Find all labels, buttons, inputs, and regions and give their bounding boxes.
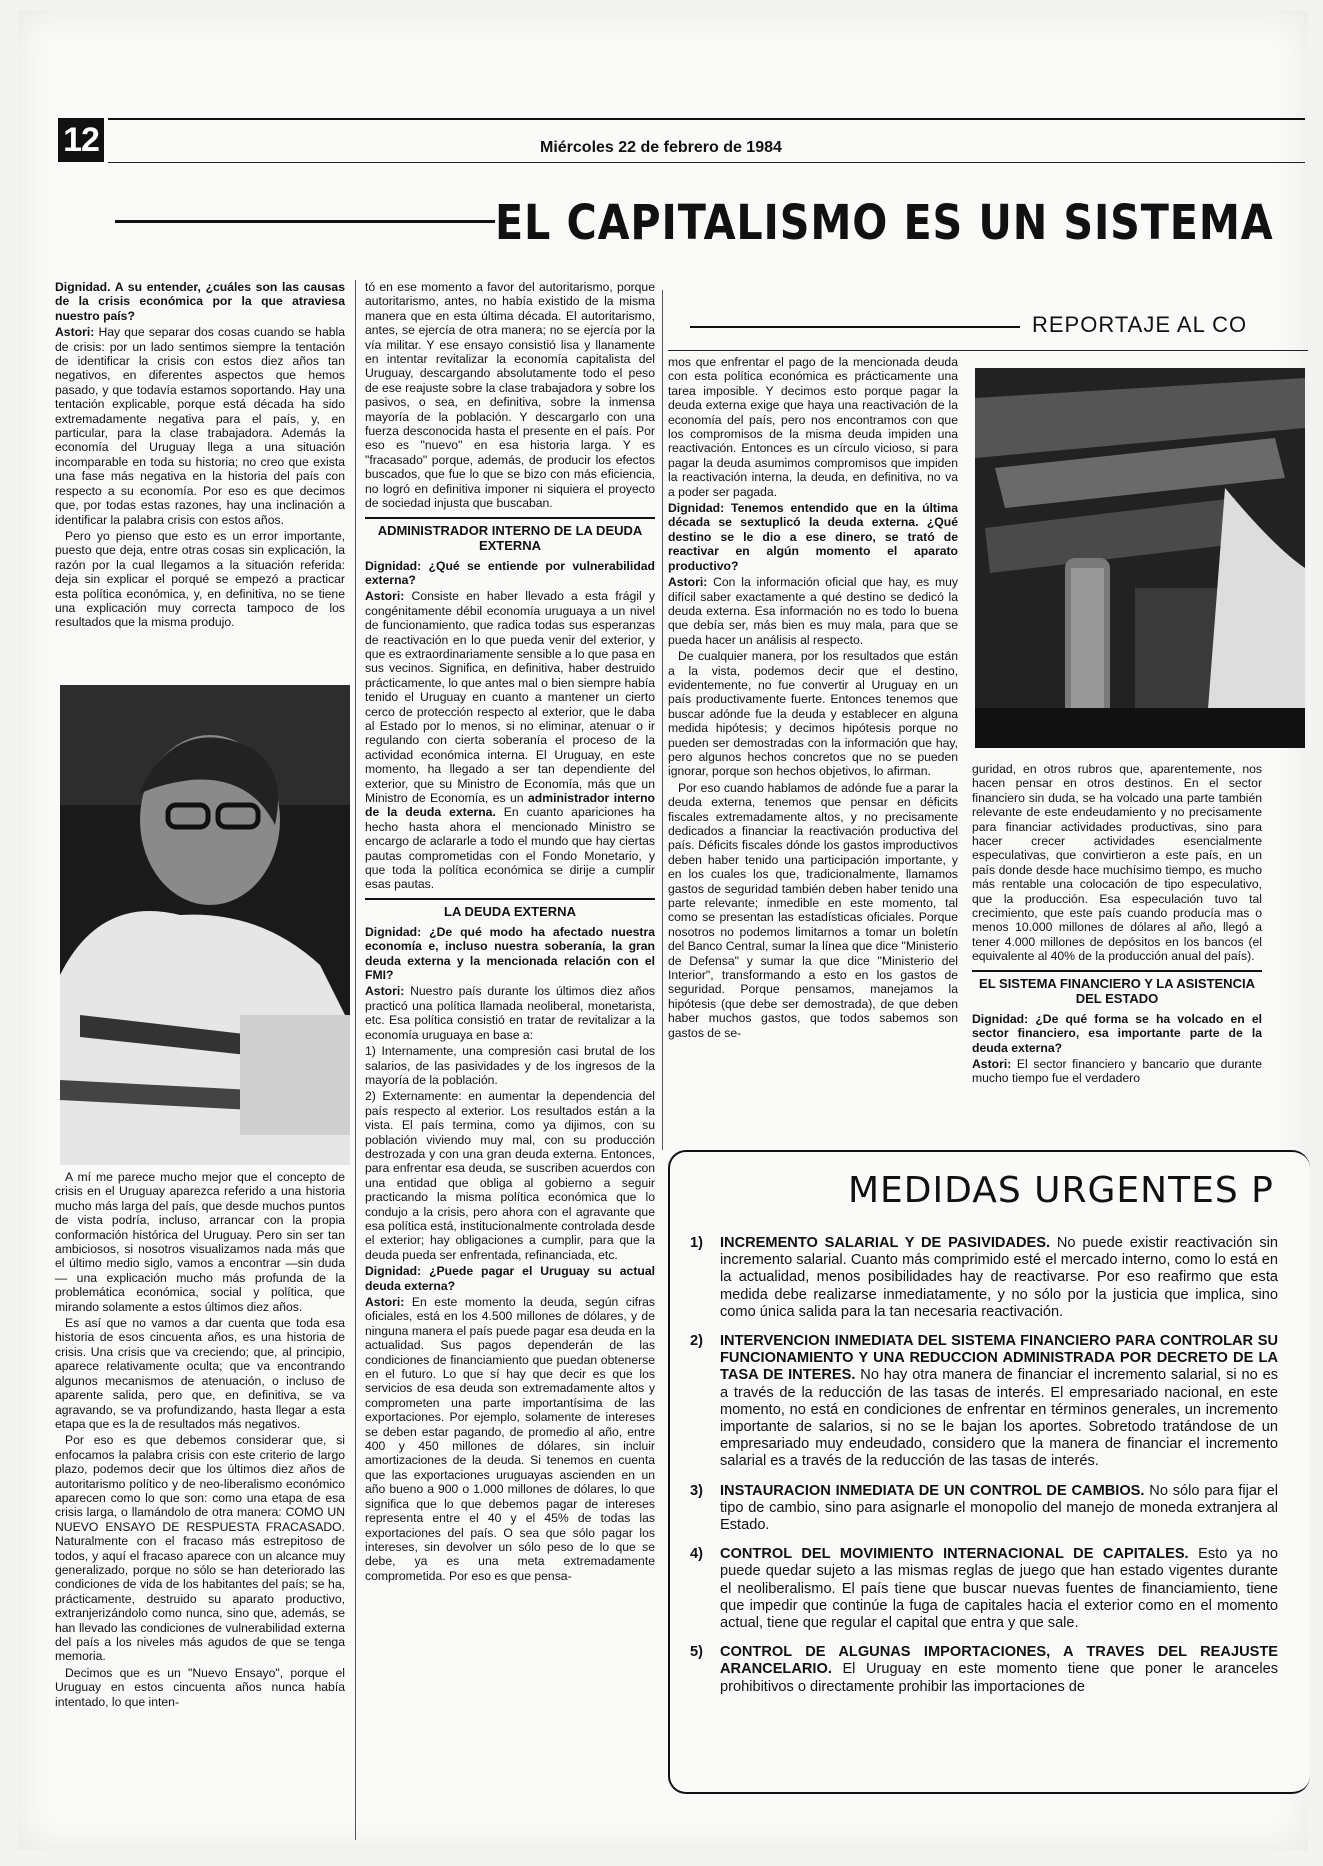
paragraph: Es así que no vamos a dar cuenta que toda esa historia de esos cincuenta años, es una historia de crisis. Una crisis que va creciendo; que, al principio, aparece relativamente oculta; que va encontrando algunos mecanismos de atenuación, o incluso de aparente salida, pero que, en definitiva, se va agravando, se va profundizando, hasta llegar a esta etapa que es la de resultados más negativos. — [55, 1316, 345, 1431]
paragraph: A mí me parece mucho mejor que el concepto de crisis en el Uruguay aparezca referido a una historia mucho más larga del país, que desde muchos puntos de vista podría, incluso, arrancar con la propia conformación histórica del Uruguay. Pero sin ser tan ambiciosos, si nosotros visualizamos nada más que el último medio siglo, vamos a encontrar —sin duda— una explicación mucho más profunda de la problemática económica, social y política, que mirando solamente a estos últimos diez años. — [55, 1170, 345, 1314]
paragraph: Decimos que es un "Nuevo Ensayo", porque el Uruguay en estos cincuenta años nunca había intentado, lo que inten- — [55, 1665, 345, 1709]
question-6: Dignidad: ¿De qué forma se ha volcado en el sector financiero, esa importante parte de la deuda externa? — [972, 1011, 1262, 1055]
question-3: Dignidad: ¿De qué modo ha afectado nuestra economía e, incluso nuestra soberanía, la gran deuda externa y la mencionada relación con el FMI? — [365, 924, 655, 983]
portrait-photo-icon — [60, 685, 350, 1165]
measure-item — [690, 1483, 1278, 1535]
column-divider — [355, 280, 356, 1840]
measures-title: MEDIDAS URGENTES P — [848, 1170, 1274, 1211]
list-item: 1) Internamente, una compresión casi brutal de los salarios, de las pasividades y de los ingresos de la mayoría de la población. — [365, 1044, 655, 1087]
subheading-administrador: ADMINISTRADOR INTERNO DE LA DEUDA EXTERNA — [365, 517, 655, 553]
answer-6 — [972, 1057, 1262, 1086]
answer-5 — [668, 575, 958, 647]
question-2: Dignidad: ¿Qué se entiende por vulnerabilidad externa? — [365, 558, 655, 587]
paragraph: tó en ese momento a favor del autoritarismo, porque autoritarismo, antes, no había existido de la misma manera que en esta última década. El autoritarismo, antes, se ejercía de otra manera; no se ejercía por la vía militar. Y ese ensayo consistió lisa y llanamente en intentar revitalizar la economía capitalista del Uruguay, descargando absolutamente todo el peso de ese reajuste sobre la clase trabajadora y sobre los pasivos, o sea, en definitiva, sobre la inmensa mayoría de la población. Y descargarlo con una fuerza desconocida hasta el presente en el país. Por eso es "nuevo" en esa historia larga. Y es "fracasado" porque, además, de producir los efectos buscados, que fue lo que se bizo con más eficiencia, no logró en definitiva imponer ni siquiera el proyecto de sociedad injusta que buscaban. — [365, 280, 655, 511]
section-tag: REPORTAJE AL CO — [1032, 312, 1248, 337]
headline-rule — [115, 220, 495, 223]
measure-number: 5) — [690, 1644, 703, 1661]
speaker-label: Astori: — [365, 1295, 405, 1309]
subheading-sistema-financiero: EL SISTEMA FINANCIERO Y LA ASISTENCIA DEL ESTADO — [972, 970, 1262, 1006]
column-3 — [668, 355, 958, 1155]
header-rule-lower — [108, 162, 1305, 163]
paragraph: Pero yo pienso que esto es un error importante, puesto que deja, entre otras cosas sin explicación, la razón por la cual llegamos a la situación referida: deja sin explicar el porqué se empezó a practicar esta política económica, y, en definitiva, no se tiene una explicación muy correcta tampoco de los resultados que la misma produjo. — [55, 528, 345, 630]
answer-2 — [365, 589, 655, 892]
measure-item — [690, 1644, 1278, 1696]
answer-5-text: Con la información oficial que hay, es muy difícil saber exactamente a qué destino se dedicó la deuda externa. Esa información no es todo lo buena que debía ser, más bien es muy mala, para que se pueda hacer un análisis al respecto. — [668, 575, 958, 647]
subheading-deuda-externa: LA DEUDA EXTERNA — [365, 898, 655, 919]
measure-item — [690, 1546, 1278, 1632]
issue-date: Miércoles 22 de febrero de 1984 — [540, 139, 782, 156]
column-2 — [365, 280, 655, 1840]
measure-text: No sólo para fijar el tipo de cambio, sino para asignarle el monopolio del manejo de moneda extranjera al Estado. — [720, 1482, 1279, 1534]
measure-text: No hay otra manera de financiar el incremento salarial, si no es a través de la reducción de las tasas de interés. El empresariado nacional, en este momento, no está en condiciones de enfrentar en términos generales, un incremento importante de salarios, si no se le bajan los aportes. Sobretodo tratándose de un empresariado muy endeudado, considero que la manera de financiar el incremento salarial es a través de la reducción de las tasas de interés. — [720, 1367, 1278, 1470]
measure-text: El Uruguay en este momento tiene que poner le aranceles prohibitivos o directamente prohibir las importaciones de — [720, 1661, 1278, 1695]
page-number: 12 — [58, 118, 104, 162]
answer-3-text: Nuestro país durante los últimos diez años practicó una política llamada neoliberal, monetarista, etc. Esa política consistió en tratar de revitalizar a la economía uruguaya en base a: — [365, 984, 655, 1042]
section-tag-rule — [690, 326, 1020, 328]
column-1-top — [55, 280, 345, 680]
paragraph: De cualquier manera, por los resultados que están a la vista, podemos decir que el destino, evidentemente, no fue convertir al Uruguay en un país productivamente fuerte. Entonces tenemos que buscar adónde fue la deuda y establecer en alguna medida hipótesis; y decimos hipótesis porque no pueden ser demostradas con la información que hay, pero algunos hechos concretos que no se pueden ignorar, porque son hechos objetivos, lo afirman. — [668, 649, 958, 779]
speaker-label: Astori: — [668, 575, 708, 590]
paragraph: Por eso cuando hablamos de adónde fue a parar la deuda externa, tenemos que pensar en déficits fiscales extremadamente altos, y no precisamente dedicados a financiar la reactivación productiva del país. Déficits fiscales dónde los gastos improductivos deben haber tenido una participación importante, y en los cuales los que, tradicionalmente, llamamos gastos de seguridad también deben haber tenido una parte relevante; inmedible en este momento, tal como se presentan las estadísticas oficiales. Porque nosotros no podemos limitarnos a tomar un boletín del Banco Central, sumar la línea que dice "Ministerio de Defensa" y sumar la que dice "Ministerio del Interior", transformando a esto en los gastos de seguridad. Porque pensamos, manejamos la hipótesis (que debe ser demostrada), de que deben haber muchos gastos, que todos sabemos son gastos de se- — [668, 780, 958, 1040]
answer-3 — [365, 984, 655, 1042]
column-1-bottom — [55, 1170, 345, 1840]
speaker-label: Astori: — [365, 984, 405, 999]
paragraph: guridad, en otros rubros que, aparentemente, nos hacen pensar en otros destinos. En el sector financiero sin duda, se ha volcado una parte también relevante de este endeudamiento y no precisamente para financiar actividades productivas, sino para hacer crecer actividades esencialmente especulativas, que convirtieron a este país, en un país donde desde hace muchísimo tiempo, es mucho más rentable una colocación de tipo especulativo, que la producción. Esa especulación tuvo tal crecimiento, que este país cuando producía mas o menos 10.000 millones de dólares al año, llegó a tener 4.000 millones de depósitos en los bancos (el equivalente al 40% de la producción anual del país). — [972, 762, 1262, 964]
question-1: Dignidad. A su entender, ¿cuáles son las causas de la crisis económica por la que atraviesa nuestro país? — [55, 280, 345, 323]
measure-item — [690, 1333, 1278, 1471]
measure-number: 3) — [690, 1482, 703, 1499]
measure-number: 4) — [690, 1546, 703, 1563]
speaker-label: Astori: — [972, 1056, 1012, 1071]
column-divider — [662, 290, 663, 1150]
column-4 — [972, 762, 1262, 1162]
measure-item — [690, 1235, 1278, 1321]
header-rule — [108, 118, 1305, 120]
answer-1 — [55, 325, 345, 527]
answer-1-text: Hay que separar dos cosas cuando se habla de crisis: por un lado sentimos siempre la tentación de identificar la crisis con estos diez años tan negativos, en diferentes aspectos que hemos pasado, y que todavía estamos soportando. Hay una tentación explicable, porque está década ha sido extremadamente negativa para el país, y, en particular, para la clase trabajadora. Además la economía del Uruguay llega a una situación incomparable en toda su historia; no creo que exista una fase más negativa en la historia del país con respecto a su economía. Por eso es que decimos que, por todas estas razones, hay una inclinación a identificar la palabra crisis con estos años. — [55, 325, 345, 527]
measure-heading: INCREMENTO SALARIAL Y DE PASIVIDADES. — [720, 1235, 1051, 1251]
measure-number: 2) — [690, 1333, 703, 1350]
measure-heading: CONTROL DEL MOVIMIENTO INTERNACIONAL DE CAPITALES. — [720, 1546, 1189, 1563]
answer-2-emphasis: administrador interno de la deuda externa. — [365, 791, 655, 820]
answer-2-end: En cuanto apariciones ha hecho hasta ahora el mencionado Ministro se encargo de aclararle a todo el mundo que hay ciertas pautas comprometidas con el Fondo Monetario, y que toda la política económica se dirije a cumplir esas pautas. — [365, 805, 655, 892]
paragraph: mos que enfrentar el pago de la mencionada deuda con esta política económica es prácticamente una tarea imposible. Y decimos esto porque pagar la deuda externa exige que haya una reactivación de la economía del país, pero nos encontramos con que los compromisos de la misma deuda impiden una reactivación. Entonces es un círculo vicioso, si para pagar la deuda asumimos compromisos que impiden la reactivación interna, la deuda, en definitiva, no va a poder ser pagada. — [668, 355, 958, 499]
measure-number: 1) — [690, 1235, 703, 1251]
machinery-photo-icon — [975, 368, 1305, 748]
answer-4-text: En este momento la deuda, según cifras oficiales, está en los 4.500 millones de dólares, y de ninguna manera el país puede pagar esa deuda en la actualidad. Sus pagos dependerán de las condiciones de financiamiento que puedan obtenerse en el futuro. Lo que sí hay que decir es que los servicios de esa deuda son extremadamente altos y comprometen una parte importantísima de las exportaciones. Por ejemplo, solamente de intereses se deben estar pagando, de promedio al año, entre 400 y 450 millones de dólares, sin incluir amortizaciones de la deuda. Si tenemos en cuenta que las exportaciones uruguayas ascienden en un año bueno a 900 o 1.000 millones de dólares, lo que significa que lo que debemos pagar de intereses representa entre el 40 y el 45% de todas las exportaciones del país. O sea que sólo pagar los intereses, sin devolver un sólo peso de lo que se debe, ya es una meta extremadamente comprometida. Por eso es que pensa- — [365, 1295, 655, 1583]
answer-2-text: Consiste en haber llevado a esta frágil y congénitamente débil economía uruguaya a un nivel de funcionamiento, que radica todas sus esperanzas de reactivación en lo que pueda venir del exterior, y que es extraordinariamente sensible a lo que pasa en sus vecinos. Significa, en definitiva, haber destruido prácticamente, lo que antes mal o bien siempre había tenido el Uruguay en cuanto a mantener un cierto cerco de protección respecto al exterior, que le daba al Estado por lo menos, si no eliminar, atenuar o ir regulando con cierta soberanía el proceso de la actividad económica interna. El Uruguay, en este momento, ha llegado a ser tan dependiente del exterior, que su Ministro de Economía, más que un Ministro de Economía, es un — [365, 589, 655, 805]
measure-text: Esto ya no puede quedar sujeto a las mismas reglas de juego que han estado vigentes durante el neoliberalismo. El país tiene que buscar nuevas fuentes de financiamiento, tiene que impedir que continúe la fuga de capitales hacia el exterior como en el momento actual, tiene que regular el capital que entra y que sale. — [720, 1546, 1278, 1632]
measure-text: No puede existir reactivación sin incremento salarial. Cuanto más comprimido esté el mercado interno, como lo está en la actualidad, menos posibilidades hay de reactivarse. Por eso reafirmo que esta medida debe realizarse inmediatamente, y no sólo por la justicia que implica, sino como única salida para la tan necesaria reactivación. — [720, 1235, 1278, 1320]
question-4: Dignidad: ¿Puede pagar el Uruguay su actual deuda externa? — [365, 1264, 655, 1293]
speaker-label: Astori: — [55, 325, 95, 340]
answer-6-text: El sector financiero y bancario que durante mucho tiempo fue el verdadero — [972, 1056, 1262, 1086]
measures-list — [690, 1235, 1278, 1708]
answer-4 — [365, 1295, 655, 1583]
speaker-label: Astori: — [365, 589, 405, 604]
paragraph: Por eso es que debemos considerar que, si enfocamos la palabra crisis con este criterio de largo plazo, podemos decir que los últimos diez años de autoritarismo político y de neo-liberalismo económico aparecen como lo que son: como una etapa de esa crisis larga, o llamándolo de otra manera: COMO UN NUEVO ENSAYO DE RESPUESTA FRACASADO. Naturalmente con el fracaso más estrepitoso de todos, y aquí el fracaso aparece con un alcance muy generalizado, porque no sólo se han deteriorado las condiciones de vida de los habitantes del país; se ha, prácticamente, destruido su aparato productivo, extranjerizándolo como nunca, sino que, además, se han llevado las condiciones de vulnerabilidad externa del país a los niveles más agudos de que se tenga memoria. — [55, 1433, 345, 1664]
headline: EL CAPITALISMO ES UN SISTEMA — [495, 195, 1274, 251]
measure-heading: CONTROL DE ALGUNAS IMPORTACIONES, A TRAVES DEL REAJUSTE ARANCELARIO. — [720, 1644, 1278, 1678]
section-tag-underline — [668, 350, 1308, 351]
measure-heading: INTERVENCION INMEDIATA DEL SISTEMA FINANCIERO PARA CONTROLAR SU FUNCIONAMIENTO Y UNA REDUCCION ADMINISTRADA POR DECRETO DE LA TASA DE INTERES. — [720, 1333, 1278, 1384]
list-item: 2) Externamente: en aumentar la dependencia del país respecto al exterior. Los resultados están a la vista. El país termina, como ya dijimos, con su población viviendo muy mal, con su producción destrozada y con una gran deuda externa. Entonces, para enfrentar esa deuda, se suscriben acuerdos con una entidad que obliga al gobierno a seguir practicando la misma política económica que lo condujo a la crisis, pero ahora con el agravante que esa política está, institucionalmente controlada desde el exterior; hay obligaciones a cumplir, para que la deuda pueda ser enfrentada, refinanciada, etc. — [365, 1089, 655, 1262]
question-5: Dignidad: Tenemos entendido que en la última década se sextuplicó la deuda externa. ¿Qué destino se le dio a ese dinero, se trató de reactivar en algún momento el aparato productivo? — [668, 501, 958, 573]
measure-heading: INSTAURACION INMEDIATA DE UN CONTROL DE CAMBIOS. — [720, 1482, 1145, 1499]
